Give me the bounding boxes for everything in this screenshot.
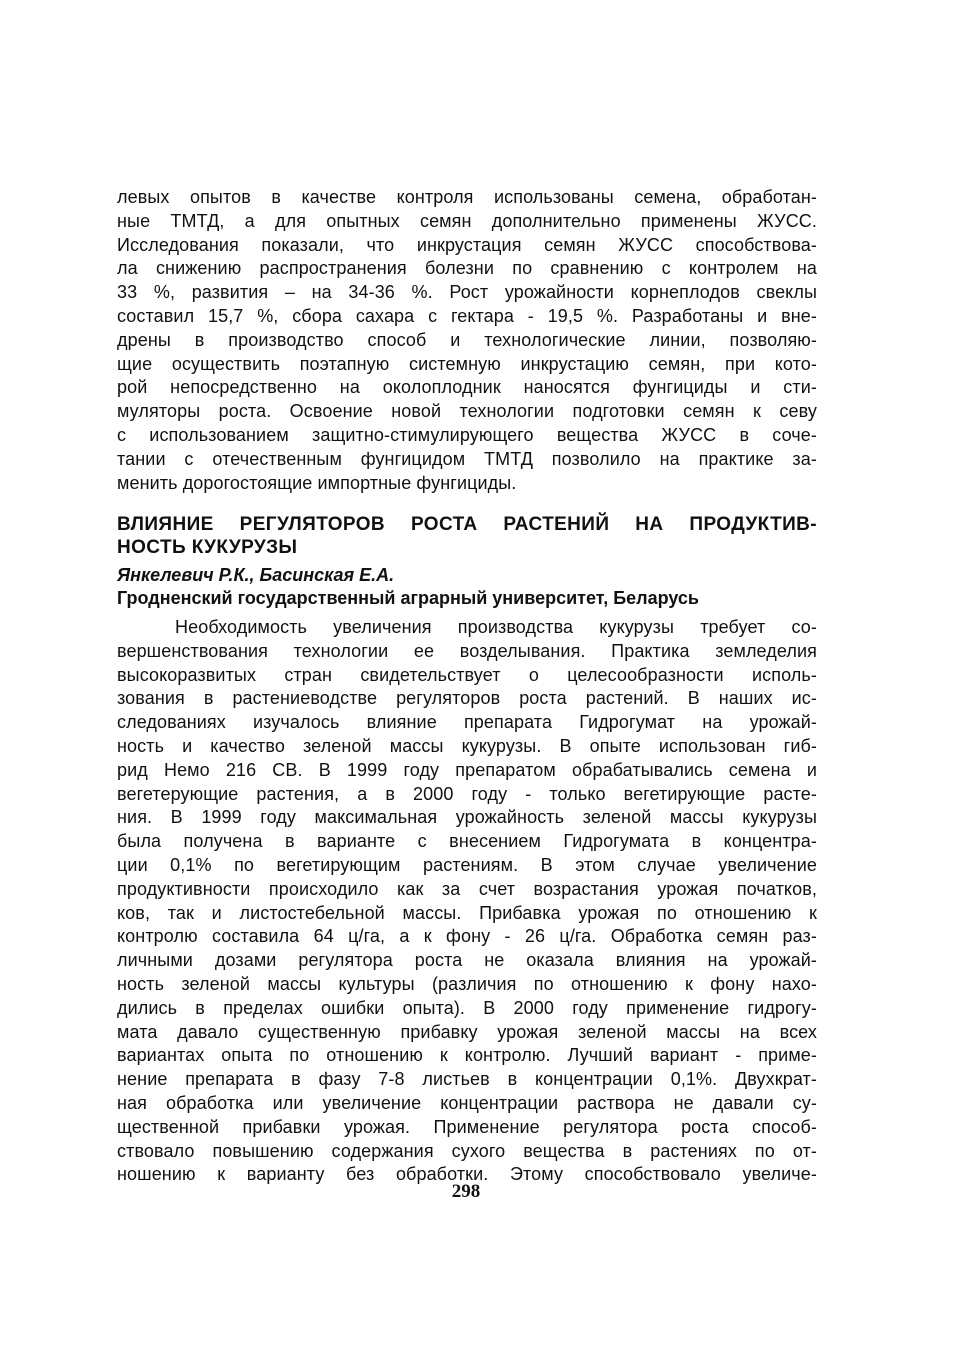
text-line: вегетерующие растения, а в 2000 году - только вегетирующие расте- — [117, 783, 817, 804]
text-line: контролю составила 64 ц/га, а к фону - 26 ц/га. Обработка семян раз- — [117, 926, 817, 947]
text-line: дрены в производство способ и технологические линии, позволяю- — [117, 329, 817, 350]
page-number: 298 — [451, 1181, 481, 1202]
article-authors: Янкелевич Р.К., Басинская Е.А. — [117, 565, 395, 585]
article-title-line: ВЛИЯНИЕ РЕГУЛЯТОРОВ РОСТА РАСТЕНИЙ НА ПРОДУКТИВ- — [117, 514, 817, 535]
text-line: личными дозами регулятора роста не оказала влияния на урожай- — [117, 950, 817, 971]
text-line: мата давало существенную прибавку урожая зеленой массы на всех — [117, 1021, 817, 1042]
text-line: нение препарата в фазу 7-8 листьев в концентрации 0,1%. Двухкрат- — [117, 1069, 817, 1090]
article-affiliation: Гродненский государственный аграрный университет, Беларусь — [117, 588, 699, 608]
text-line: ции 0,1% по вегетирующим растениям. В этом случае увеличение — [117, 854, 817, 875]
text-line: тании с отечественным фунгицидом ТМТД позволило на практике за- — [117, 448, 817, 469]
text-line: левых опытов в качестве контроля использованы семена, обработан- — [117, 187, 817, 207]
text-line: вершенствования технологии ее возделывания. Практика земледелия — [117, 640, 817, 661]
text-line: ная обработка или увеличение концентрации раствора не давали су- — [117, 1092, 817, 1113]
text-line: менить дорогостоящие импортные фунгициды. — [117, 472, 517, 493]
text-line: Необходимость увеличения производства кукурузы требует со- — [175, 617, 817, 637]
article-title — [117, 513, 817, 559]
text-line: щие осуществить поэтапную системную инкрустацию семян, при кото- — [117, 353, 817, 374]
text-line: рой непосредственно на околоплодник наносятся фунгициды и сти- — [117, 377, 817, 398]
text-line: была получена в варианте с внесением Гидрогумата в концентра- — [117, 831, 817, 852]
text-line: высокоразвитых стран свидетельствует о целесообразности исполь- — [117, 664, 817, 685]
text-line: с использованием защитно-стимулирующего вещества ЖУСС в соче- — [117, 424, 817, 445]
text-line: Исследования показали, что инкрустация семян ЖУСС способствова- — [117, 234, 817, 255]
text-line: муляторы роста. Освоение новой технологии подготовки семян к севу — [117, 401, 817, 422]
text-line: следованиях изучалось влияние препарата Гидрогумат на урожай- — [117, 712, 817, 733]
text-line: ла снижению распространения болезни по сравнению с контролем на — [117, 258, 817, 279]
text-line: ния. В 1999 году максимальная урожайность зеленой массы кукурузы — [117, 807, 817, 828]
text-line: ков, так и листостебельной массы. Прибавка урожая по отношению к — [117, 902, 817, 923]
text-line: ношению к варианту без обработки. Этому способствовало увеличе- — [117, 1164, 817, 1185]
article-title-line: НОСТЬ КУКУРУЗЫ — [117, 537, 298, 558]
text-line: щественной прибавки урожая. Применение регулятора роста способ- — [117, 1116, 817, 1137]
text-line: дились в пределах ошибки опыта). В 2000 году применение гидрогу- — [117, 997, 817, 1018]
text-line: зования в растениеводстве регуляторов роста растений. В наших ис- — [117, 688, 817, 709]
text-line: продуктивности происходило как за счет возрастания урожая початков, — [117, 878, 817, 899]
text-line: ность зеленой массы культуры (различия по отношению к фону нахо- — [117, 973, 817, 994]
text-line: ствовало повышению содержания сухого вещества в растениях по от- — [117, 1140, 817, 1161]
text-line: ные ТМТД, а для опытных семян дополнительно применены ЖУСС. — [117, 210, 817, 231]
text-line: составил 15,7 %, сбора сахара с гектара - 19,5 %. Разработаны и вне- — [117, 305, 817, 326]
text-line: вариантах опыта по отношению к контролю. Лучший вариант - приме- — [117, 1045, 817, 1066]
text-line: ность и качество зеленой массы кукурузы. В опыте использован гиб- — [117, 735, 817, 756]
continuation-paragraph — [117, 186, 817, 495]
text-line: 33 %, развития – на 34-36 %. Рост урожайности корнеплодов свеклы — [117, 282, 817, 303]
article-body — [117, 616, 817, 1187]
text-line: рид Немо 216 СВ. В 1999 году препаратом обрабатывались семена и — [117, 759, 817, 780]
